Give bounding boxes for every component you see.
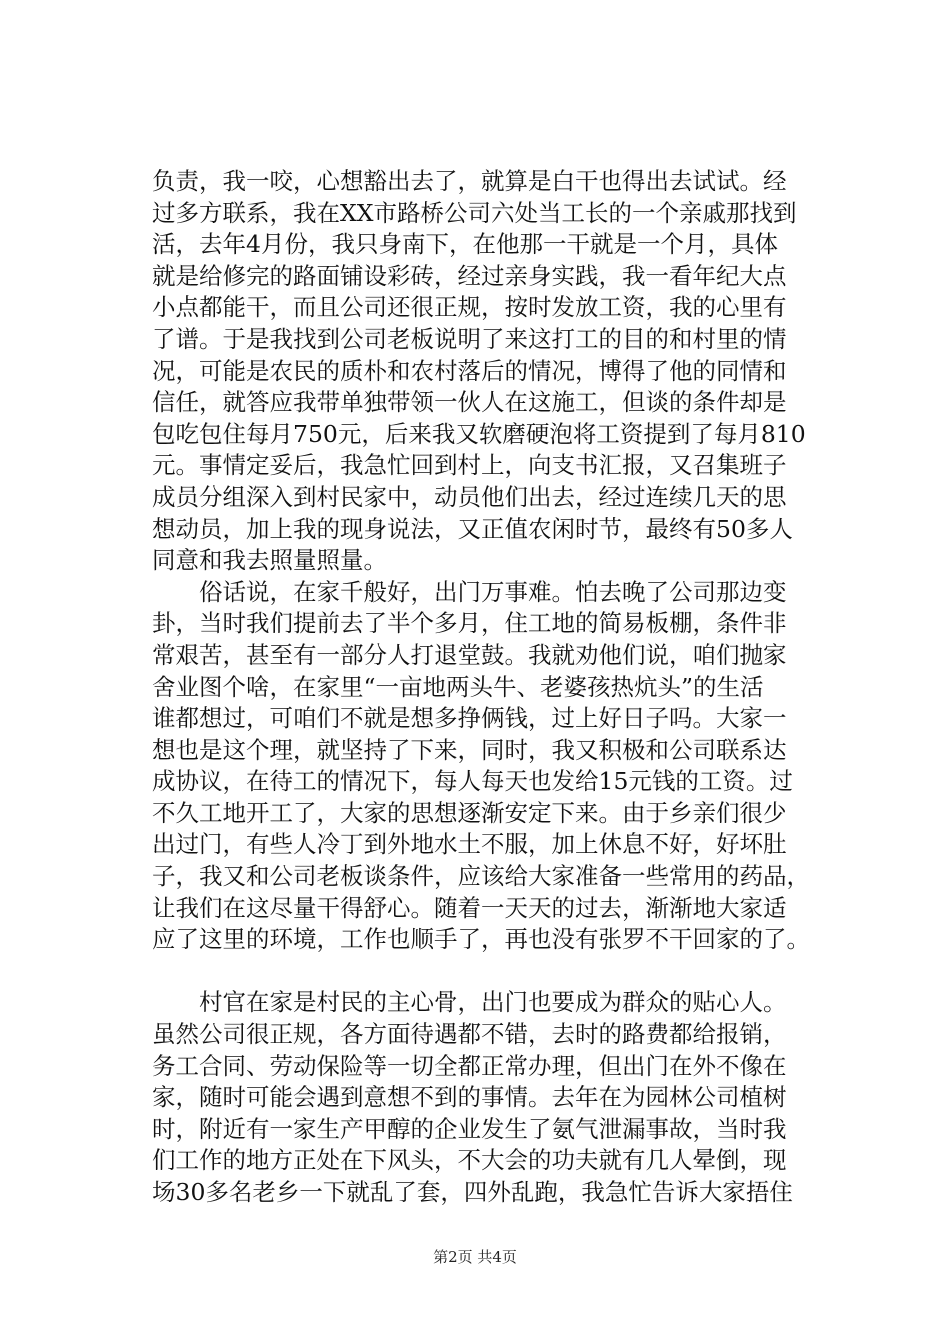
text-line: 成员分组深入到村民家中，动员他们出去，经过连续几天的思 — [152, 482, 787, 511]
text-line: 想也是这个理，就坚持了下来，同时，我又积极和公司联系达 — [152, 735, 787, 764]
text-line: 活，去年4月份，我只身南下，在他那一干就是一个月，具体 — [152, 230, 778, 259]
text-line: 小点都能干，而且公司还很正规，按时发放工资，我的心里有 — [152, 293, 787, 322]
text-line: 时，附近有一家生产甲醇的企业发生了氨气泄漏事故，当时我 — [152, 1114, 787, 1143]
text-line: 让我们在这尽量干得舒心。随着一天天的过去，渐渐地大家适 — [152, 893, 787, 922]
text-line: 们工作的地方正处在下风头，不大会的功夫就有几人晕倒，现 — [152, 1146, 787, 1175]
text-line: 出过门，有些人冷丁到外地水土不服，加上休息不好，好坏肚 — [152, 830, 787, 859]
text-line: 过多方联系，我在XX市路桥公司六处当工长的一个亲戚那找到 — [152, 198, 797, 227]
text-line: 子，我又和公司老板谈条件，应该给大家准备一些常用的药品， — [152, 862, 810, 891]
text-line: 包吃包住每月750元，后来我又软磨硬泡将工资提到了每月810 — [152, 419, 806, 448]
text-line: 元。事情定妥后，我急忙回到村上，向支书汇报，又召集班子 — [152, 451, 787, 480]
text-line: 村官在家是村民的主心骨，出门也要成为群众的贴心人。 — [152, 988, 787, 1017]
text-line: 就是给修完的路面铺设彩砖，经过亲身实践，我一看年纪大点 — [152, 261, 787, 290]
text-line: 不久工地开工了，大家的思想逐渐安定下来。由于乡亲们很少 — [152, 798, 787, 827]
text-line: 舍业图个啥，在家里“一亩地两头牛、老婆孩热炕头”的生活 — [152, 672, 764, 701]
text-line: 卦，当时我们提前去了半个多月，住工地的简易板棚，条件非 — [152, 609, 787, 638]
text-line: 谁都想过，可咱们不就是想多挣俩钱，过上好日子吗。大家一 — [152, 704, 787, 733]
text-line: 家，随时可能会遇到意想不到的事情。去年在为园林公司植树 — [152, 1083, 787, 1112]
text-line: 负责，我一咬，心想豁出去了，就算是白干也得出去试试。经 — [152, 167, 787, 195]
text-line: 常艰苦，甚至有一部分人打退堂鼓。我就劝他们说，咱们抛家 — [152, 640, 787, 669]
text-line: 场30多名老乡一下就乱了套，四外乱跑，我急忙告诉大家捂住 — [152, 1178, 793, 1206]
text-line: 务工合同、劳动保险等一切全都正常办理，但出门在外不像在 — [152, 1051, 787, 1080]
text-line: 想动员，加上我的现身说法，又正值农闲时节，最终有50多人 — [152, 514, 793, 543]
page-footer: 第2页 共4页 — [433, 1248, 517, 1266]
document-body — [152, 166, 832, 1209]
text-line: 成协议，在待工的情况下，每人每天也发给15元钱的工资。过 — [152, 767, 793, 796]
text-line: 了谱。于是我找到公司老板说明了来这打工的目的和村里的情 — [152, 324, 787, 353]
text-line: 信任，就答应我带单独带领一伙人在这施工，但谈的条件却是 — [152, 388, 787, 417]
text-line: 况，可能是农民的质朴和农村落后的情况，博得了他的同情和 — [152, 356, 787, 385]
text-line: 虽然公司很正规，各方面待遇都不错，去时的路费都给报销， — [152, 1020, 787, 1049]
text-line: 俗话说，在家千般好，出门万事难。怕去晚了公司那边变 — [152, 577, 787, 606]
text-line: 同意和我去照量照量。 — [152, 546, 387, 575]
paragraph-gap — [152, 956, 832, 988]
text-line: 应了这里的环境，工作也顺手了，再也没有张罗不干回家的了。 — [152, 925, 810, 954]
